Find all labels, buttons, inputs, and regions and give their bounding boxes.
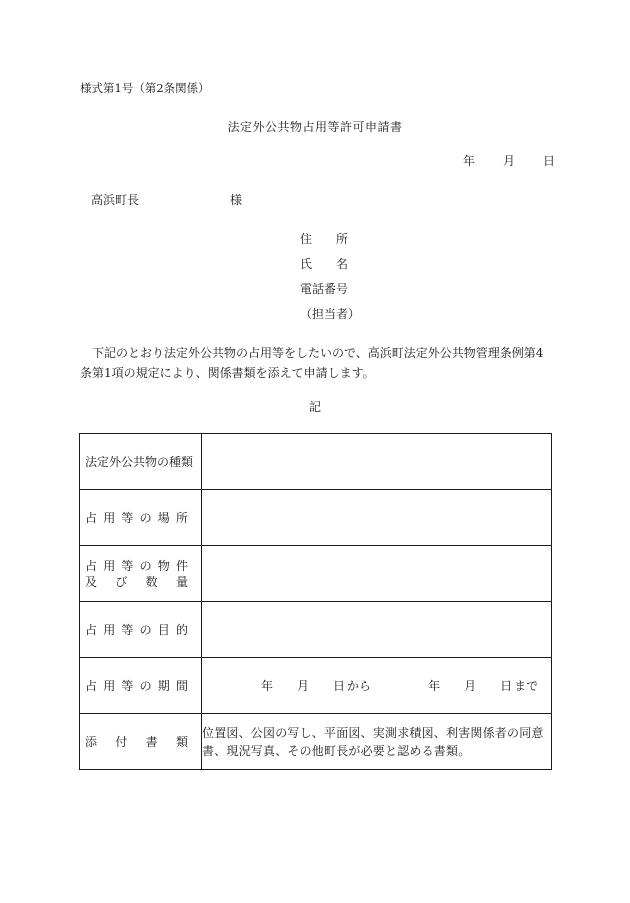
period-line bbox=[202, 677, 551, 694]
applicant-phone-label: 電話番号 bbox=[300, 282, 349, 296]
label-char: 占 bbox=[85, 679, 98, 693]
period-until: まで bbox=[514, 679, 539, 693]
label-char: 等 bbox=[121, 623, 134, 637]
label-char: 書 bbox=[145, 735, 158, 749]
label-char: 等 bbox=[121, 511, 134, 525]
label-char: の bbox=[139, 511, 152, 525]
label-char: 等 bbox=[121, 558, 134, 573]
label-char: 用 bbox=[103, 511, 116, 525]
label-char: 間 bbox=[175, 679, 188, 693]
label-text bbox=[85, 509, 188, 526]
label-char: 用 bbox=[103, 623, 116, 637]
label-char: 等 bbox=[121, 679, 134, 693]
label-char: び bbox=[115, 574, 128, 589]
label-char: の bbox=[139, 679, 152, 693]
period-start-day: 日 bbox=[333, 679, 346, 693]
label-char: 目 bbox=[157, 623, 170, 637]
row-value-place[interactable] bbox=[202, 490, 552, 546]
label-char: の bbox=[139, 558, 152, 573]
label-char: 類 bbox=[175, 735, 188, 749]
row-label-place bbox=[80, 490, 202, 546]
date-year-label: 年 bbox=[463, 154, 476, 168]
row-value-period[interactable] bbox=[202, 658, 552, 714]
date-month-label: 月 bbox=[503, 154, 516, 168]
label-char: 件 bbox=[175, 558, 188, 573]
period-end-year: 年 bbox=[428, 679, 441, 693]
application-table bbox=[79, 433, 552, 770]
table-row bbox=[80, 658, 552, 714]
period-from: から bbox=[347, 679, 372, 693]
table-row bbox=[80, 602, 552, 658]
applicant-name-label: 氏 名 bbox=[300, 257, 349, 271]
label-char: 添 bbox=[85, 735, 98, 749]
table-row bbox=[80, 434, 552, 490]
row-label-attachments bbox=[80, 714, 202, 770]
table-row bbox=[80, 546, 552, 602]
period-start-month: 月 bbox=[297, 679, 310, 693]
applicant-contact-label: （担当者） bbox=[300, 307, 361, 321]
table-row bbox=[80, 714, 552, 770]
label-text bbox=[85, 677, 188, 694]
date-line bbox=[463, 155, 555, 167]
label-char: 量 bbox=[175, 574, 188, 589]
row-value-purpose[interactable] bbox=[202, 602, 552, 658]
row-label-period bbox=[80, 658, 202, 714]
period-end-month: 月 bbox=[464, 679, 477, 693]
period-end-day: 日 bbox=[500, 679, 513, 693]
label-char: 的 bbox=[175, 623, 188, 637]
row-value-attachments: 位置図、公図の写し、平面図、実測求積図、利害関係者の同意書、現況写真、その他町長が必要と認める書類。 bbox=[202, 714, 552, 770]
label-char: 用 bbox=[103, 558, 116, 573]
addressee-name: 高浜町長 bbox=[91, 193, 140, 207]
row-value-object[interactable] bbox=[202, 546, 552, 602]
form-number: 様式第1号（第2条関係） bbox=[80, 81, 210, 95]
ki-heading: 記 bbox=[308, 400, 321, 414]
table-row bbox=[80, 490, 552, 546]
label-text bbox=[85, 621, 188, 638]
row-label-purpose bbox=[80, 602, 202, 658]
row-label-type bbox=[80, 434, 202, 490]
addressee-honorific: 様 bbox=[230, 193, 243, 207]
label-char: 場 bbox=[157, 511, 170, 525]
label-char: 付 bbox=[115, 735, 128, 749]
row-label-object bbox=[80, 546, 202, 602]
label-text: 法定外公共物の種類 bbox=[85, 455, 194, 469]
label-char: 及 bbox=[85, 574, 98, 589]
label-text bbox=[85, 558, 188, 590]
label-char: 所 bbox=[175, 511, 188, 525]
label-char: 数 bbox=[145, 574, 158, 589]
label-char: 物 bbox=[157, 558, 170, 573]
date-day-label: 日 bbox=[543, 154, 556, 168]
document-title: 法定外公共物占用等許可申請書 bbox=[227, 120, 403, 134]
row-value-type[interactable] bbox=[202, 434, 552, 490]
label-char: 期 bbox=[157, 679, 170, 693]
label-char: の bbox=[139, 623, 152, 637]
applicant-address-label: 住 所 bbox=[300, 232, 349, 246]
application-statement: 下記のとおり法定外公共物の占用等をしたいので、高浜町法定外公共物管理条例第4条第1項の規定により、関係書類を添えて申請します。 bbox=[80, 346, 544, 380]
label-text bbox=[85, 733, 188, 750]
label-char: 占 bbox=[85, 558, 98, 573]
period-start-year: 年 bbox=[261, 679, 274, 693]
label-char: 用 bbox=[103, 679, 116, 693]
label-char: 占 bbox=[85, 623, 98, 637]
label-char: 占 bbox=[85, 511, 98, 525]
